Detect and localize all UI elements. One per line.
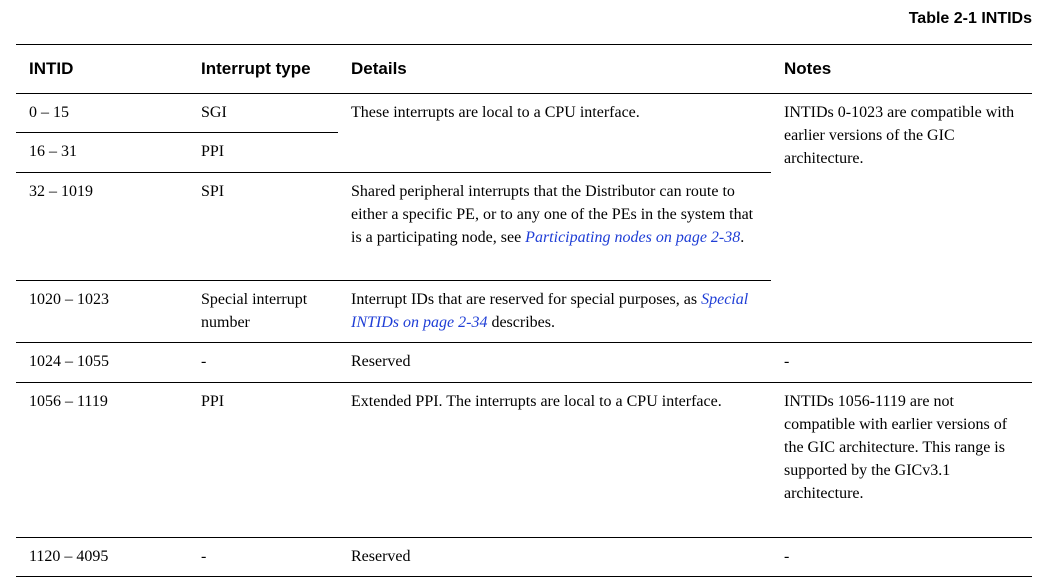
type-cell: Special interrupt number [188, 281, 338, 343]
details-cell: Reserved [338, 343, 771, 383]
notes-cell: INTIDs 0-1023 are compatible with earlier versions of the GIC architecture. [771, 94, 1032, 343]
details-text-end: . [740, 229, 745, 246]
header-intid: INTID [16, 45, 188, 94]
header-row [16, 45, 1032, 94]
details-text: Interrupt IDs that are reserved for special purposes, as [351, 291, 702, 308]
notes-cell: INTIDs 1056-1119 are not compatible with earlier versions of the GIC architecture. This range is supported by the GICv3.1 architecture. [771, 383, 1032, 538]
table-row [16, 343, 1032, 383]
intid-cell: 1056 – 1119 [16, 383, 188, 538]
details-cell: Extended PPI. The interrupts are local to a CPU interface. [338, 383, 771, 538]
details-cell [338, 173, 771, 281]
intid-cell: 32 – 1019 [16, 173, 188, 281]
header-interrupt-type: Interrupt type [188, 45, 338, 94]
type-cell: PPI [188, 383, 338, 538]
intid-cell: 0 – 15 [16, 94, 188, 133]
header-details: Details [338, 45, 771, 94]
details-cell: Reserved [338, 538, 771, 577]
xref-link-special-intids[interactable]: Special INTIDs on page 2-34 [351, 291, 749, 331]
intid-cell: 16 – 31 [16, 133, 188, 173]
details-text-end: describes. [487, 314, 555, 331]
table-row [16, 383, 1032, 538]
type-cell: - [188, 538, 338, 577]
type-cell: SPI [188, 173, 338, 281]
intid-cell: 1024 – 1055 [16, 343, 188, 383]
intids-table [16, 44, 1032, 577]
details-text: Shared peripheral interrupts that the Distributor can route to either a specific PE, or to any one of the PEs in the system that is a participating node, see [351, 183, 754, 246]
table-row [16, 538, 1032, 577]
details-cell [338, 281, 771, 343]
header-notes: Notes [771, 45, 1032, 94]
details-cell: These interrupts are local to a CPU interface. [338, 94, 771, 173]
table-caption: Table 2-1 INTIDs [908, 10, 1032, 27]
xref-link-participating-nodes[interactable]: Participating nodes on page 2-38 [525, 229, 741, 246]
intid-cell: 1120 – 4095 [16, 538, 188, 577]
intid-cell: 1020 – 1023 [16, 281, 188, 343]
type-cell: SGI [188, 94, 338, 133]
type-cell: PPI [188, 133, 338, 173]
type-cell: - [188, 343, 338, 383]
table-row [16, 94, 1032, 133]
notes-cell: - [771, 538, 1032, 577]
notes-cell: - [771, 343, 1032, 383]
